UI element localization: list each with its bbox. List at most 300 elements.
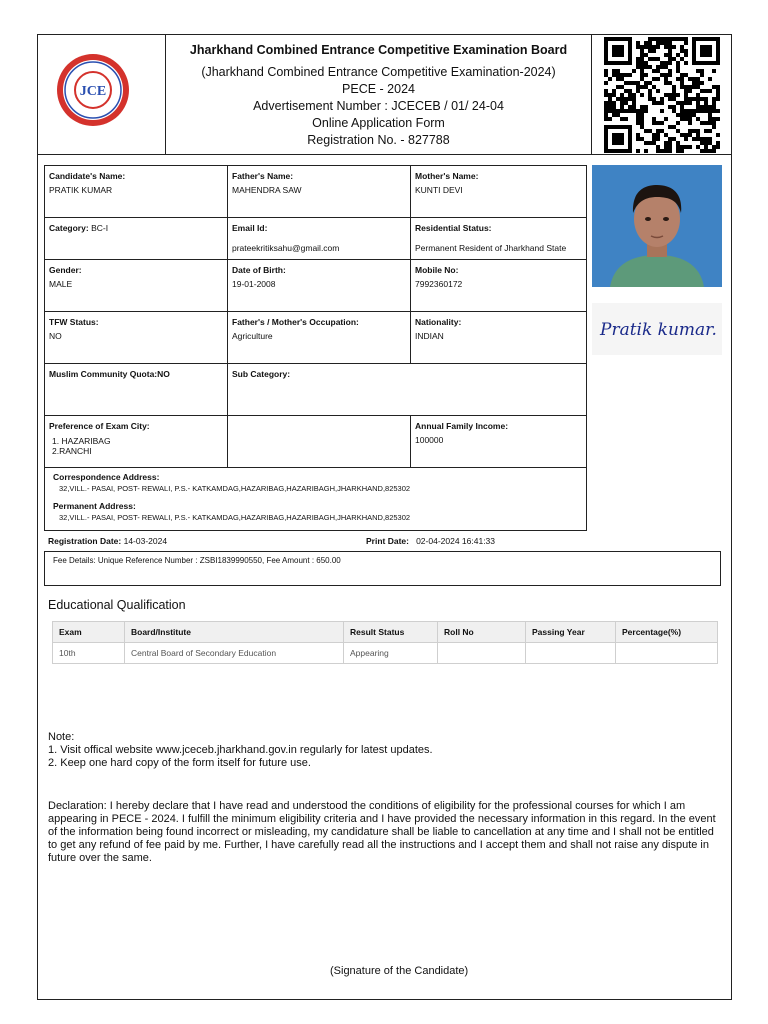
sub-category-label: Sub Category: [232, 369, 291, 379]
qr-module [656, 129, 660, 133]
qr-module [708, 121, 712, 125]
occupation-label: Father's / Mother's Occupation: [232, 317, 359, 327]
address-section [45, 468, 586, 530]
qr-module [660, 61, 664, 65]
qr-module [692, 137, 696, 141]
header-text [166, 35, 591, 155]
qr-module [696, 109, 700, 113]
qr-module [604, 93, 608, 97]
qr-module [692, 109, 696, 113]
correspondence-address-label: Correspondence Address: [53, 472, 160, 482]
qr-module [652, 137, 656, 141]
qr-module [624, 73, 628, 77]
sub-category-cell [228, 364, 586, 415]
permanent-address-label: Permanent Address: [53, 501, 136, 511]
qr-module [704, 141, 708, 145]
qr-module [604, 113, 608, 117]
qr-module [652, 97, 656, 101]
qr-module [668, 149, 672, 153]
qr-module [640, 109, 644, 113]
qr-module [668, 49, 672, 53]
permanent-address-value: 32,VILL.- PASAI, POST- REWALI, P.S.- KATKAMDAG,HAZARIBAG,HAZARIBAGH,JHARKHAND,825302 [59, 513, 411, 522]
qr-module [640, 57, 644, 61]
logo-cell [38, 35, 166, 155]
residential-status-label: Residential Status: [415, 223, 492, 233]
qr-module [664, 61, 668, 65]
qr-module [700, 69, 704, 73]
qr-module [656, 41, 660, 45]
qr-module [612, 101, 616, 105]
qr-module [644, 53, 648, 57]
qr-module [644, 141, 648, 145]
qr-module [648, 129, 652, 133]
qr-module [624, 81, 628, 85]
qr-module [680, 105, 684, 109]
qr-code-icon [602, 37, 722, 153]
qr-module [652, 85, 656, 89]
qr-module [620, 73, 624, 77]
qr-module [656, 121, 660, 125]
qr-module [668, 69, 672, 73]
father-name-cell [228, 166, 411, 217]
qr-module [680, 133, 684, 137]
qr-module [664, 37, 668, 41]
qr-module [648, 37, 652, 41]
family-income-cell [411, 416, 586, 467]
category-label: Category: [49, 223, 89, 233]
qr-module [696, 81, 700, 85]
qr-module [684, 53, 688, 57]
registration-date-label: Registration Date: [48, 536, 122, 546]
qr-module [632, 97, 636, 101]
qr-module [632, 109, 636, 113]
qr-module [668, 105, 672, 109]
qr-module [608, 93, 612, 97]
qr-module [608, 117, 612, 121]
candidate-details-table [44, 165, 587, 531]
qr-module [640, 137, 644, 141]
print-date-label: Print Date: [366, 536, 409, 546]
qr-module [684, 97, 688, 101]
qr-cell [591, 35, 731, 155]
advertisement-number: Advertisement Number : JCECEB / 01/ 24-04 [253, 99, 504, 113]
qr-module [640, 45, 644, 49]
qr-module [656, 149, 660, 153]
qr-module [688, 129, 692, 133]
mother-name-value: KUNTI DEVI [415, 185, 463, 195]
qr-module [692, 85, 696, 89]
qr-module [640, 73, 644, 77]
registration-date [48, 536, 167, 546]
qr-module [644, 85, 648, 89]
qr-module [684, 101, 688, 105]
qr-module [640, 53, 644, 57]
qr-module [696, 97, 700, 101]
qr-module [660, 37, 664, 41]
qr-module [632, 81, 636, 85]
qr-module [700, 73, 704, 77]
nationality-value: INDIAN [415, 331, 444, 341]
qr-module [656, 69, 660, 73]
qr-module [704, 97, 708, 101]
qr-module [708, 141, 712, 145]
qr-module [680, 77, 684, 81]
qr-module [604, 101, 608, 105]
qr-module [612, 69, 616, 73]
mother-name-cell [411, 166, 586, 217]
qr-module [708, 129, 712, 133]
qr-module [628, 89, 632, 93]
qr-module [624, 117, 628, 121]
qr-module [704, 145, 708, 149]
qr-module [624, 101, 628, 105]
qr-module [604, 81, 608, 85]
candidate-signature [592, 303, 722, 355]
qr-module [712, 97, 716, 101]
qr-module [664, 141, 668, 145]
signature-image [592, 303, 722, 355]
qr-module [652, 57, 656, 61]
qr-module [668, 145, 672, 149]
qr-module [648, 81, 652, 85]
form-header [38, 35, 731, 155]
qr-module [696, 145, 700, 149]
qr-module [712, 105, 716, 109]
qr-module [608, 101, 612, 105]
qr-module [680, 109, 684, 113]
qr-module [608, 105, 612, 109]
qr-module [628, 109, 632, 113]
qr-module [704, 121, 708, 125]
qr-module [668, 73, 672, 77]
qr-module [640, 117, 644, 121]
registration-date-value: 14-03-2024 [123, 536, 168, 546]
qr-module [668, 57, 672, 61]
qr-module [640, 113, 644, 117]
qr-module [644, 129, 648, 133]
qr-module [688, 89, 692, 93]
qr-module [660, 73, 664, 77]
qr-module [604, 117, 608, 121]
qr-module [668, 81, 672, 85]
exam-short-name: PECE - 2024 [342, 82, 415, 96]
qr-module [612, 89, 616, 93]
qr-module [652, 141, 656, 145]
qr-module [700, 81, 704, 85]
gender-value: MALE [49, 279, 73, 289]
qr-module [716, 85, 720, 89]
cell-result: Appearing [344, 643, 438, 664]
qr-module [676, 93, 680, 97]
qr-module [688, 145, 692, 149]
qr-module [604, 69, 608, 73]
qr-module [648, 89, 652, 93]
qr-module [652, 77, 656, 81]
dob-label: Date of Birth: [232, 265, 286, 275]
qr-module [656, 89, 660, 93]
qr-module [684, 37, 688, 41]
qr-module [688, 133, 692, 137]
qr-module [696, 93, 700, 97]
fee-details: Fee Details: Unique Reference Number : ZSBI1839990550, Fee Amount : 650.00 [44, 551, 721, 586]
qr-module [620, 77, 624, 81]
qr-module [704, 137, 708, 141]
qr-module [612, 93, 616, 97]
qr-module [676, 129, 680, 133]
qr-module [684, 117, 688, 121]
table-row [45, 166, 586, 218]
qr-module [640, 93, 644, 97]
qr-module [712, 85, 716, 89]
qr-module [668, 61, 672, 65]
candidate-name-value: PRATIK KUMAR [49, 185, 113, 195]
qr-module [704, 129, 708, 133]
qr-module [672, 93, 676, 97]
qr-module [668, 53, 672, 57]
qr-module [620, 93, 624, 97]
qr-module [612, 133, 624, 145]
qr-module [696, 105, 700, 109]
qr-module [700, 109, 704, 113]
qr-module [696, 117, 700, 121]
qr-module [684, 93, 688, 97]
qr-module [640, 77, 644, 81]
qr-module [616, 77, 620, 81]
father-name-value: MAHENDRA SAW [232, 185, 302, 195]
qr-module [664, 77, 668, 81]
qr-module [644, 149, 648, 153]
qr-module [712, 101, 716, 105]
qr-module [648, 57, 652, 61]
qr-module [612, 45, 624, 57]
qr-module [680, 149, 684, 153]
education-title: Educational Qualification [48, 598, 186, 612]
table-row [45, 218, 586, 260]
mother-name-label: Mother's Name: [415, 171, 479, 181]
exam-city-label: Preference of Exam City: [49, 421, 150, 431]
print-date-value: 02-04-2024 16:41:33 [416, 536, 496, 546]
qr-module [688, 109, 692, 113]
qr-module [620, 97, 624, 101]
qr-module [688, 77, 692, 81]
exam-city-2: 2.RANCHI [52, 446, 92, 456]
qr-module [712, 145, 716, 149]
qr-module [708, 113, 712, 117]
occupation-cell [228, 312, 411, 363]
qr-module [616, 97, 620, 101]
nationality-cell [411, 312, 586, 363]
qr-module [708, 89, 712, 93]
qr-module [708, 117, 712, 121]
qr-module [664, 73, 668, 77]
qr-module [704, 105, 708, 109]
qr-module [656, 57, 660, 61]
qr-module [676, 149, 680, 153]
qr-module [668, 141, 672, 145]
qr-module [624, 109, 628, 113]
qr-module [672, 137, 676, 141]
qr-module [660, 101, 664, 105]
qr-module [704, 109, 708, 113]
qr-module [680, 45, 684, 49]
qr-module [632, 69, 636, 73]
gender-label: Gender: [49, 265, 82, 275]
qr-module [680, 145, 684, 149]
note-title: Note: [48, 731, 75, 743]
qr-module [620, 109, 624, 113]
qr-module [700, 45, 712, 57]
qr-module [608, 77, 612, 81]
qr-module [652, 49, 656, 53]
qr-module [704, 101, 708, 105]
qr-module [708, 105, 712, 109]
qr-module [668, 45, 672, 49]
qr-module [628, 93, 632, 97]
email-label: Email Id: [232, 223, 268, 233]
qr-module [684, 49, 688, 53]
qr-module [672, 89, 676, 93]
qr-module [664, 65, 668, 69]
qr-module [640, 85, 644, 89]
mobile-value: 7992360172 [415, 279, 463, 289]
table-row [53, 643, 718, 664]
qr-module [636, 57, 640, 61]
qr-module [676, 113, 680, 117]
muslim-quota-cell [45, 364, 228, 415]
qr-module [680, 81, 684, 85]
qr-module [700, 89, 704, 93]
application-form [37, 34, 732, 1000]
qr-module [648, 65, 652, 69]
cell-passing-year [526, 643, 616, 664]
tfw-status-value: NO [49, 331, 62, 341]
note-section [48, 731, 433, 770]
qr-module [676, 77, 680, 81]
declaration-text: Declaration: I hereby declare that I have read and understood the conditions of eligibility for the professional courses for which I am appearing in PECE - 2024. I fulfill the minimum eligibility criteria and I have provided the necessary information in this regard. In the event of the information being found incorrect or misleading, my candidature shall be liable to cancellation at any time and I shall not be entitled to get any refund of fee paid by me. Further, I have carefully read all the instructions and I accept them and shall not raise any dispute in future over the same. [48, 800, 716, 864]
qr-module [696, 85, 700, 89]
qr-module [676, 121, 680, 125]
qr-module [632, 93, 636, 97]
qr-module [604, 89, 608, 93]
qr-module [696, 133, 700, 137]
qr-module [636, 89, 640, 93]
correspondence-address-value: 32,VILL.- PASAI, POST- REWALI, P.S.- KATKAMDAG,HAZARIBAG,HAZARIBAGH,JHARKHAND,825302 [59, 484, 411, 493]
qr-module [700, 141, 704, 145]
qr-module [700, 137, 704, 141]
qr-module [648, 141, 652, 145]
qr-module [696, 69, 700, 73]
qr-module [636, 149, 640, 153]
tfw-status-label: TFW Status: [49, 317, 99, 327]
qr-module [628, 97, 632, 101]
qr-module [636, 133, 640, 137]
qr-module [700, 149, 704, 153]
qr-module [656, 101, 660, 105]
col-exam: Exam [53, 622, 125, 643]
qr-module [700, 97, 704, 101]
note-line-1: 1. Visit offical website www.jceceb.jharkhand.gov.in regularly for latest updates. [48, 744, 433, 756]
qr-module [696, 101, 700, 105]
qr-module [616, 85, 620, 89]
qr-module [628, 73, 632, 77]
qr-module [644, 73, 648, 77]
qr-module [676, 101, 680, 105]
exam-city-cell [45, 416, 228, 467]
board-title: Jharkhand Combined Entrance Competitive Examination Board [189, 43, 568, 57]
qr-module [628, 105, 632, 109]
qr-module [716, 133, 720, 137]
qr-module [676, 65, 680, 69]
qr-module [680, 117, 684, 121]
qr-module [668, 37, 672, 41]
qr-module [648, 45, 652, 49]
family-income-label: Annual Family Income: [415, 421, 509, 431]
qr-module [636, 121, 640, 125]
qr-module [604, 73, 608, 77]
qr-module [612, 105, 616, 109]
qr-module [636, 113, 640, 117]
dob-cell [228, 260, 411, 311]
qr-module [652, 69, 656, 73]
qr-module [676, 69, 680, 73]
empty-cell [228, 416, 411, 467]
qr-module [688, 121, 692, 125]
qr-module [640, 65, 644, 69]
jceceb-seal-icon [55, 52, 131, 128]
qr-module [668, 41, 672, 45]
qr-module [616, 73, 620, 77]
qr-module [656, 133, 660, 137]
education-header-row [53, 622, 718, 643]
qr-module [644, 105, 648, 109]
qr-module [680, 85, 684, 89]
qr-module [716, 117, 720, 121]
qr-module [668, 97, 672, 101]
qr-module [636, 61, 640, 65]
qr-module [672, 45, 676, 49]
qr-module [656, 45, 660, 49]
qr-module [636, 41, 640, 45]
qr-module [616, 113, 620, 117]
qr-module [668, 93, 672, 97]
qr-module [648, 93, 652, 97]
qr-module [660, 65, 664, 69]
qr-module [696, 137, 700, 141]
qr-module [712, 121, 716, 125]
qr-module [644, 45, 648, 49]
qr-module [660, 97, 664, 101]
svg-text:Pratik kumar.: Pratik kumar. [600, 320, 717, 340]
qr-module [612, 73, 616, 77]
qr-module [708, 77, 712, 81]
qr-module [664, 41, 668, 45]
qr-module [700, 105, 704, 109]
qr-module [612, 113, 616, 117]
note-line-2: 2. Keep one hard copy of the form itself for future use. [48, 757, 311, 769]
candidate-photo-image [592, 165, 722, 287]
qr-module [684, 61, 688, 65]
nationality-label: Nationality: [415, 317, 462, 327]
table-row [45, 312, 586, 364]
qr-module [704, 149, 708, 153]
qr-module [656, 145, 660, 149]
qr-module [672, 57, 676, 61]
qr-module [656, 137, 660, 141]
svg-text:JCE: JCE [79, 84, 107, 99]
qr-module [664, 53, 668, 57]
qr-module [652, 117, 656, 121]
qr-module [656, 77, 660, 81]
